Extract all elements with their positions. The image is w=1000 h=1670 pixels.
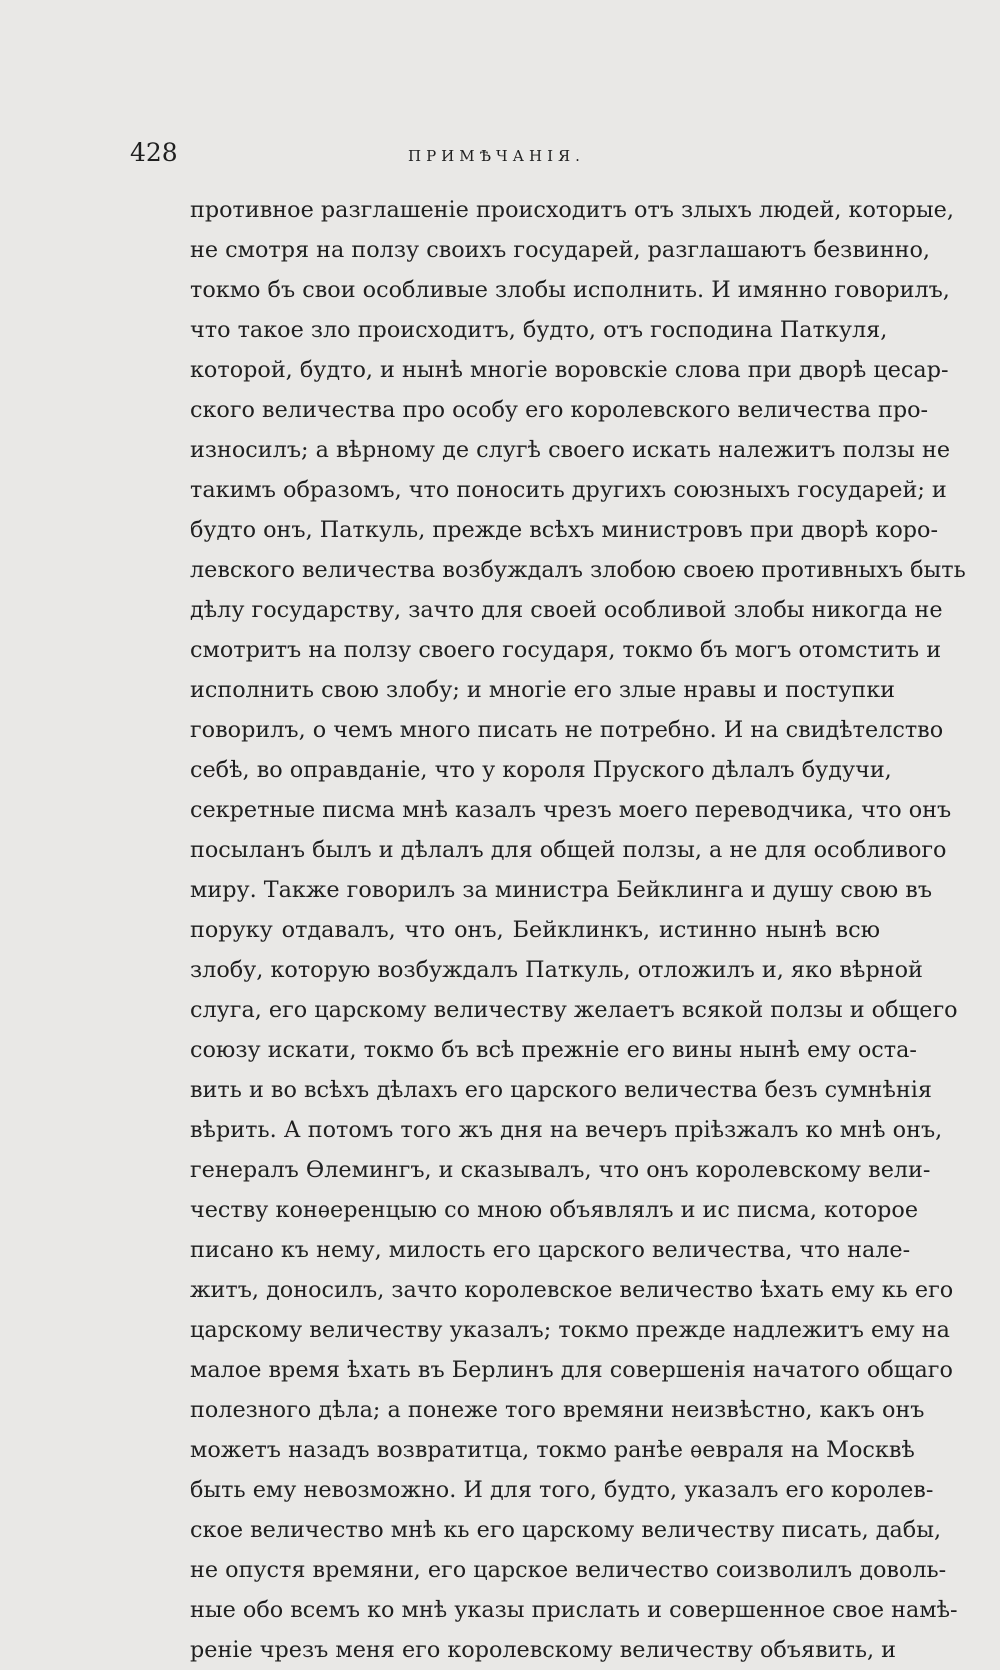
text-line: ское величество мнѣ кь его царскому величеству писать, дабы,	[190, 1517, 942, 1543]
body-text	[190, 190, 966, 1670]
text-line: ского величества про особу его королевского величества про-	[190, 397, 929, 423]
text-line: которой, будто, и нынѣ многіе воровскіе слова при дворѣ цесар-	[190, 357, 949, 383]
text-line: не смотря на ползу своихъ государей, разглашаютъ безвинно,	[190, 237, 930, 263]
text-line: вить и во всѣхъ дѣлахъ его царского величества безъ сумнѣнія	[190, 1077, 932, 1103]
text-line: можетъ назадъ возвратитца, токмо ранѣе ѳевраля на Москвѣ	[190, 1437, 915, 1463]
text-line: что такое зло происходитъ, будто, отъ господина Паткуля,	[190, 317, 888, 343]
text-line: будто онъ, Паткуль, прежде всѣхъ министровъ при дворѣ коро-	[190, 517, 939, 543]
text-line: исполнить свою злобу; и многіе его злые нравы и поступки	[190, 677, 895, 703]
text-line: вѣрить. А потомъ того жъ дня на вечеръ пріѣзжалъ ко мнѣ онъ,	[190, 1117, 943, 1143]
text-line: посыланъ былъ и дѣлалъ для общей ползы, а не для особливого	[190, 837, 947, 863]
text-line: не опустя времяни, его царское величество соизволилъ доволь-	[190, 1557, 947, 1583]
text-line: честву конѳеренцыю со мною объявлялъ и ис писма, которое	[190, 1197, 919, 1223]
text-line: полезного дѣла; а понеже того времяни неизвѣстно, какъ онъ	[190, 1397, 925, 1423]
running-title: ПРИМѢЧАНІЯ.	[408, 147, 585, 165]
text-line: генералъ Ѳлемингъ, и сказывалъ, что онъ королевскому вели-	[190, 1157, 931, 1183]
text-line: секретные писма мнѣ казалъ чрезъ моего переводчика, что онъ	[190, 797, 952, 823]
text-line: слуга, его царскому величеству желаетъ всякой ползы и общего	[190, 997, 958, 1023]
text-line: миру. Также говорилъ за министра Бейклинга и душу свою въ	[190, 877, 933, 903]
page-number: 428	[130, 138, 178, 167]
text-line: поруку отдавалъ, что онъ, Бейклинкъ, истинно нынѣ всю	[190, 917, 880, 943]
text-line: себѣ, во оправданіе, что у короля Пруского дѣлалъ будучи,	[190, 757, 892, 783]
text-line: износилъ; а вѣрному де слугѣ своего искать належитъ ползы не	[190, 437, 951, 463]
text-line: писано къ нему, милость его царского величества, что нале-	[190, 1237, 911, 1263]
text-line: дѣлу государству, зачто для своей особливой злобы никогда не	[190, 597, 943, 623]
text-line: злобу, которую возбуждалъ Паткуль, отложилъ и, яко вѣрной	[190, 957, 923, 983]
text-line: быть ему невозможно. И для того, будто, указалъ его королев-	[190, 1477, 934, 1503]
text-line: левского величества возбуждалъ злобою своею противныхъ быть	[190, 557, 966, 583]
text-line: царскому величеству указалъ; токмо прежде надлежитъ ему на	[190, 1317, 950, 1343]
text-line: малое время ѣхать въ Берлинъ для совершенія начатого общаго	[190, 1357, 953, 1383]
text-line: ные обо всемъ ко мнѣ указы прислать и совершенное свое намѣ-	[190, 1597, 958, 1623]
text-line: говорилъ, о чемъ много писать не потребно. И на свидѣтелство	[190, 717, 944, 743]
text-line: реніе чрезъ меня его королевскому величеству объявить, и	[190, 1637, 897, 1663]
text-line: союзу искати, токмо бъ всѣ прежніе его вины нынѣ ему оста-	[190, 1037, 917, 1063]
text-line: токмо бъ свои особливые злобы исполнить. И имянно говорилъ,	[190, 277, 950, 303]
text-line: противное разглашеніе происходитъ отъ злыхъ людей, которые,	[190, 197, 954, 223]
text-line: смотритъ на ползу своего государя, токмо бъ могъ отомстить и	[190, 637, 942, 663]
text-line: житъ, доносилъ, зачто королевское величество ѣхать ему кь его	[190, 1277, 954, 1303]
text-line: такимъ образомъ, что поносить другихъ союзныхъ государей; и	[190, 477, 947, 503]
